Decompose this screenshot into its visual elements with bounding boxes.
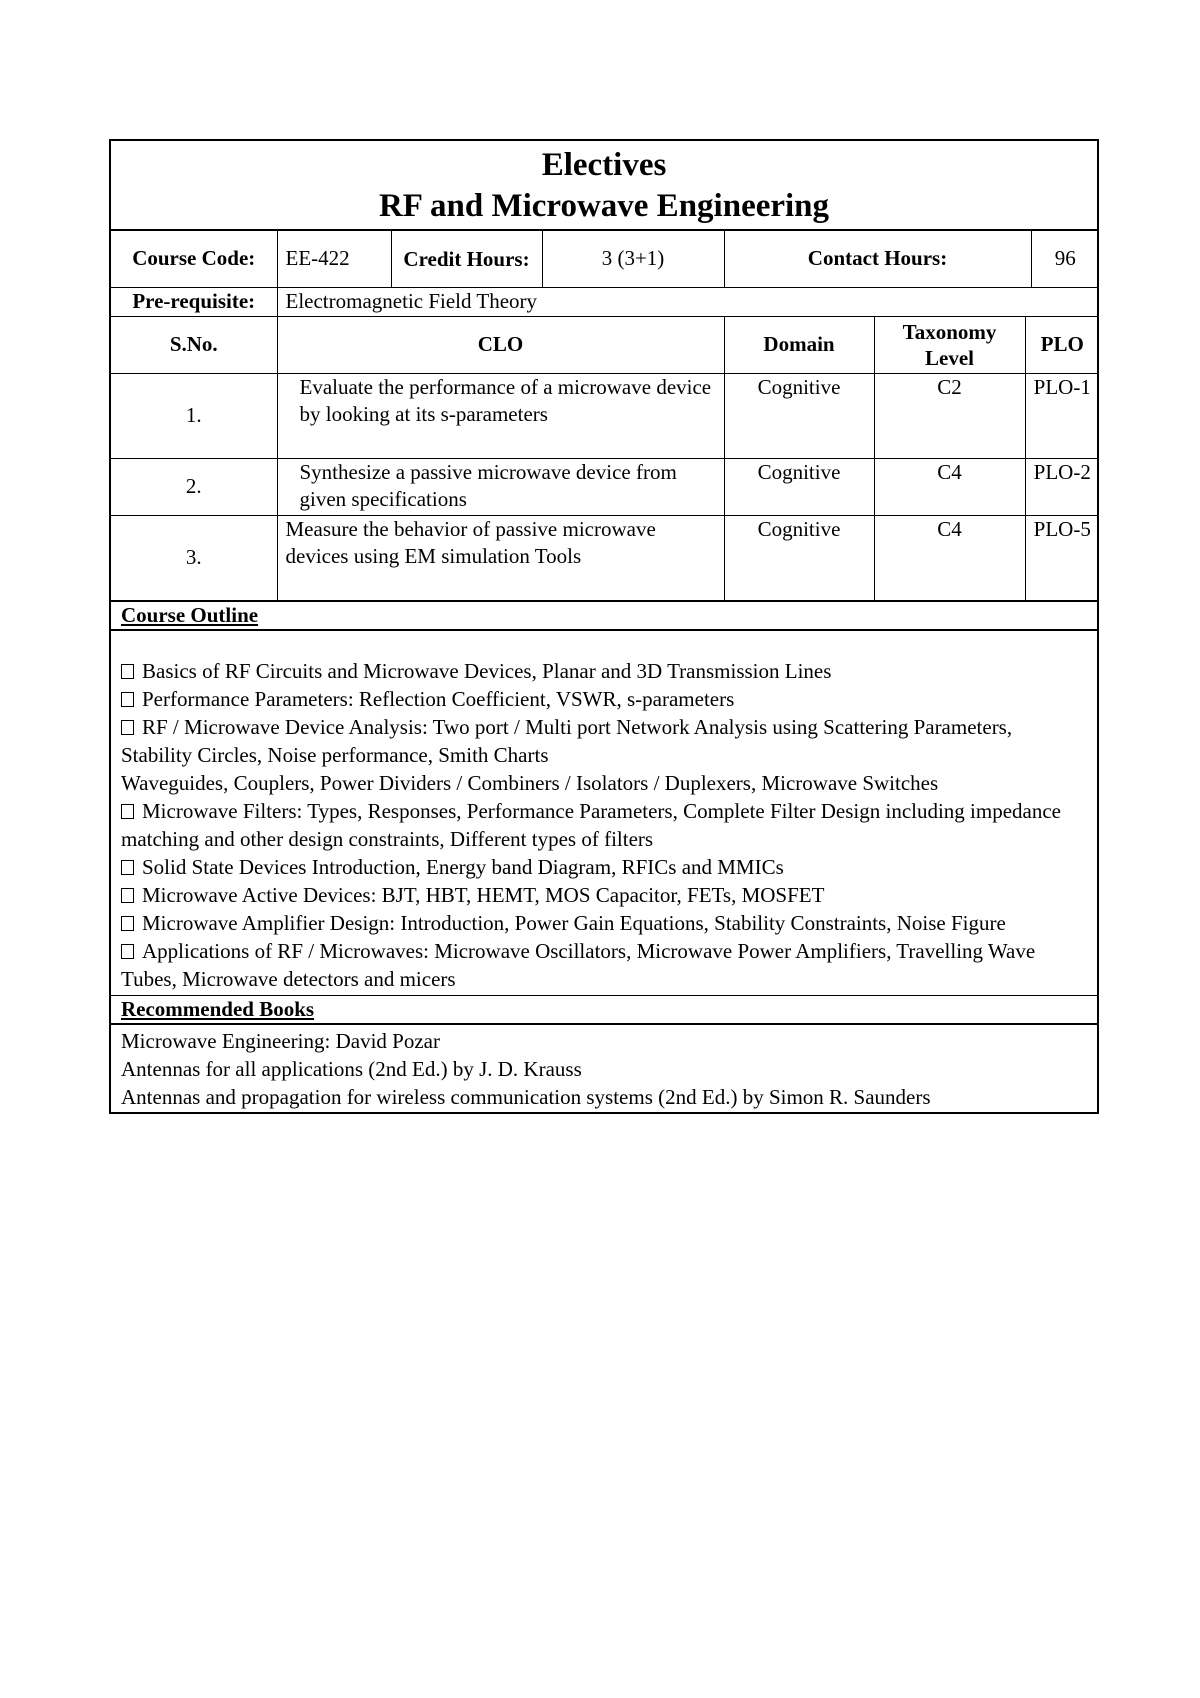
- prerequisite-label: Pre-requisite:: [111, 288, 277, 317]
- checkbox-bullet-icon: [121, 860, 134, 875]
- outline-line-text: RF / Microwave Device Analysis: Two port / Multi port Network Analysis using Scattering Parameters, Stability Circles, Noise performance, Smith Charts: [121, 714, 1013, 767]
- clo-table: [111, 317, 1099, 601]
- course-code-label: Course Code:: [111, 231, 277, 287]
- outline-line-text: Basics of RF Circuits and Microwave Devices, Planar and 3D Transmission Lines: [142, 658, 832, 683]
- clo-level: C2: [874, 373, 1025, 458]
- clo-text: Measure the behavior of passive microwave devices using EM simulation Tools: [277, 515, 724, 600]
- outline-line: [121, 937, 1087, 993]
- course-code-value: EE-422: [277, 231, 391, 287]
- outline-line-text: Microwave Amplifier Design: Introduction, Power Gain Equations, Stability Constraints, Noise Figure: [142, 910, 1006, 935]
- checkbox-bullet-icon: [121, 664, 134, 679]
- checkbox-bullet-icon: [121, 944, 134, 959]
- clo-row: [111, 515, 1099, 600]
- outline-line: [121, 881, 1087, 909]
- clo-plo: PLO-2: [1025, 458, 1099, 515]
- outline-line-text: Microwave Active Devices: BJT, HBT, HEMT, MOS Capacitor, FETs, MOSFET: [142, 882, 825, 907]
- course-outline-heading: Course Outline: [111, 601, 1097, 631]
- clo-level: C4: [874, 515, 1025, 600]
- clo-text: Synthesize a passive microwave device from given specifications: [277, 458, 724, 515]
- clo-domain: Cognitive: [724, 515, 874, 600]
- outline-line-text: Applications of RF / Microwaves: Microwave Oscillators, Microwave Power Amplifiers, Travelling Wave Tubes, Microwave detectors and micers: [121, 938, 1036, 991]
- course-title: RF and Microwave Engineering: [378, 188, 830, 224]
- checkbox-bullet-icon: [121, 916, 134, 931]
- outline-line: [121, 853, 1087, 881]
- title-block: [111, 141, 1097, 231]
- col-header-domain: Domain: [724, 317, 874, 373]
- clo-plo: PLO-1: [1025, 373, 1099, 458]
- category-title: Electives: [541, 147, 667, 183]
- clo-level: C4: [874, 458, 1025, 515]
- col-header-clo: CLO: [277, 317, 724, 373]
- outline-line-text: Performance Parameters: Reflection Coefficient, VSWR, s-parameters: [142, 686, 735, 711]
- outline-line: [121, 909, 1087, 937]
- outline-line-text: Microwave Filters: Types, Responses, Performance Parameters, Complete Filter Design including impedance matching and other design constraints, Different types of filters: [121, 798, 1062, 851]
- outline-line: [121, 713, 1087, 769]
- clo-row: [111, 373, 1099, 458]
- book-item: Microwave Engineering: David Pozar: [121, 1028, 440, 1053]
- col-header-plo: PLO: [1025, 317, 1099, 373]
- book-item: Antennas for all applications (2nd Ed.) by J. D. Krauss: [121, 1056, 582, 1081]
- prerequisite-table: [111, 288, 1097, 318]
- checkbox-bullet-icon: [121, 888, 134, 903]
- prerequisite-row: [111, 288, 1097, 317]
- course-outline-body: [111, 631, 1097, 995]
- outline-line: [121, 769, 1087, 797]
- course-info-table: [111, 231, 1099, 288]
- outline-line: [121, 657, 1087, 685]
- prerequisite-value: Electromagnetic Field Theory: [277, 288, 1097, 317]
- checkbox-bullet-icon: [121, 692, 134, 707]
- recommended-books-heading: Recommended Books: [111, 995, 1097, 1025]
- checkbox-bullet-icon: [121, 720, 134, 735]
- recommended-books-list: [111, 1025, 1097, 1112]
- clo-sno: 3.: [111, 515, 277, 600]
- credit-hours-label: Credit Hours:: [391, 231, 542, 287]
- checkbox-bullet-icon: [121, 804, 134, 819]
- course-info-row: [111, 231, 1099, 287]
- contact-hours-label: Contact Hours:: [724, 231, 1031, 287]
- outline-line: [121, 797, 1087, 853]
- clo-sno: 1.: [111, 373, 277, 458]
- course-sheet: [109, 139, 1099, 1114]
- clo-sno: 2.: [111, 458, 277, 515]
- book-item: Antennas and propagation for wireless communication systems (2nd Ed.) by Simon R. Saunders: [121, 1084, 931, 1109]
- outline-line-text: Solid State Devices Introduction, Energy band Diagram, RFICs and MMICs: [142, 854, 784, 879]
- clo-row: [111, 458, 1099, 515]
- col-header-taxonomy: Taxonomy Level: [874, 317, 1025, 373]
- credit-hours-value: 3 (3+1): [542, 231, 724, 287]
- clo-header-row: [111, 317, 1099, 373]
- outline-line-text: Waveguides, Couplers, Power Dividers / Combiners / Isolators / Duplexers, Microwave Switches: [121, 770, 939, 795]
- clo-domain: Cognitive: [724, 458, 874, 515]
- outline-line: [121, 685, 1087, 713]
- clo-plo: PLO-5: [1025, 515, 1099, 600]
- col-header-sno: S.No.: [111, 317, 277, 373]
- clo-text: Evaluate the performance of a microwave device by looking at its s-parameters: [277, 373, 724, 458]
- contact-hours-value: 96: [1031, 231, 1099, 287]
- clo-domain: Cognitive: [724, 373, 874, 458]
